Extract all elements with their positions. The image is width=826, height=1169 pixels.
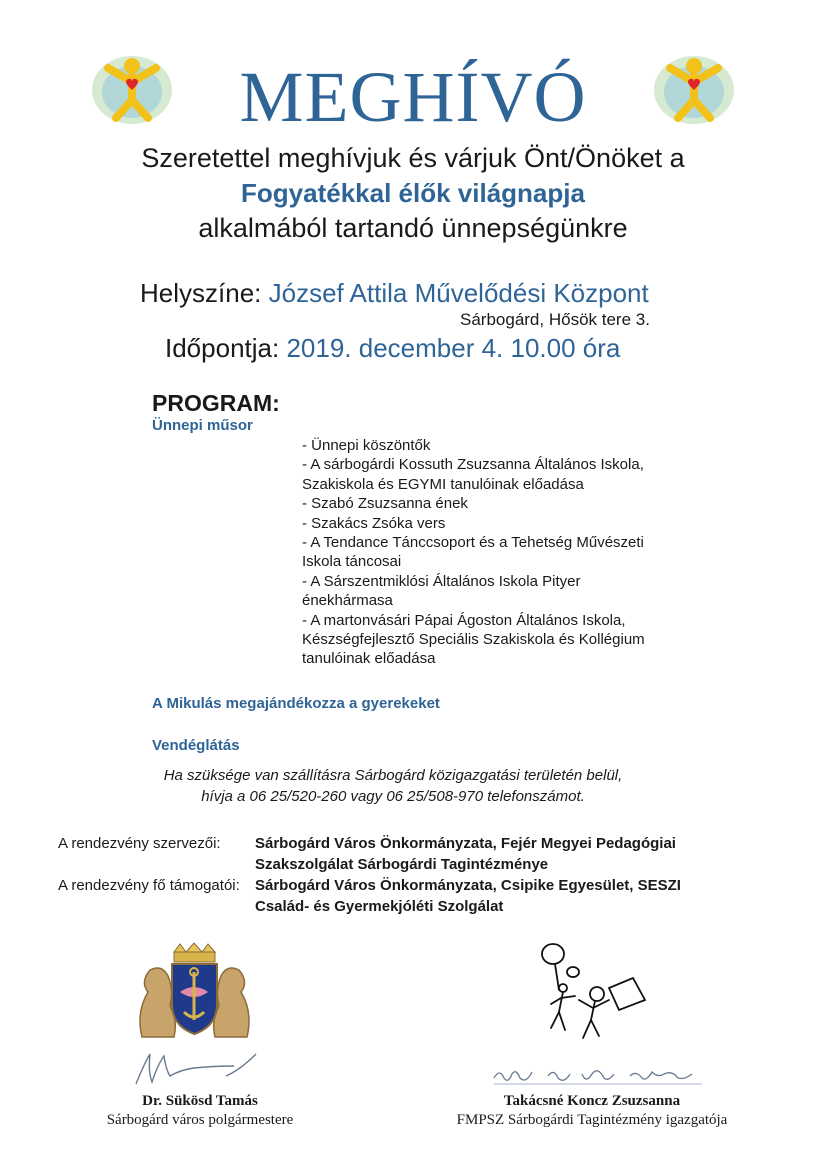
list-item: Iskola táncosai [302, 553, 402, 571]
sponsors-line-2: Család- és Gyermekjóléti Szolgálat [255, 898, 504, 915]
event-name: Fogyatékkal élők világnapja [241, 178, 585, 208]
transport-note [0, 765, 786, 807]
venue-row [140, 278, 649, 309]
signature-director-icon [490, 1064, 710, 1088]
invitation-line-1: Szeretettel meghívjuk és várjuk Önt/Önöket a [141, 143, 685, 173]
signatory-name: Dr. Sükösd Tamás [142, 1093, 258, 1109]
program-title: PROGRAM: [152, 390, 280, 416]
signature-mayor-icon [130, 1048, 265, 1090]
signatory-mayor [70, 1092, 330, 1130]
list-item: - A sárbogárdi Kossuth Zsuzsanna Általános Iskola, [302, 456, 644, 474]
venue-label: Helyszíne: [140, 278, 262, 308]
invitation-line-3: alkalmából tartandó ünnepségünkre [198, 213, 628, 243]
time-row [165, 333, 620, 364]
list-item: Szakiskola és EGYMI tanulóinak előadása [302, 475, 584, 493]
list-item: tanulóinak előadása [302, 650, 436, 668]
signatory-name: Takácsné Koncz Zsuzsanna [503, 1093, 681, 1109]
town-crest-icon [132, 942, 257, 1047]
catering-heading: Vendéglátás [152, 737, 240, 754]
sponsors-label: A rendezvény fő támogatói: [58, 877, 240, 894]
organizers-label: A rendezvény szervezői: [58, 835, 221, 852]
time-label: Időpontja: [165, 333, 280, 363]
page-title: MEGHÍVÓ [239, 57, 587, 137]
mikulas-note: A Mikulás megajándékozza a gyerekeket [152, 695, 440, 712]
sponsors-line-1: Sárbogárd Város Önkormányzata, Csipike Egyesület, SESZI [255, 877, 681, 894]
list-item: - Ünnepi köszöntők [302, 437, 431, 454]
program-list [302, 436, 722, 669]
venue-value: József Attila Művelődési Központ [268, 278, 649, 308]
program-subtitle: Ünnepi műsor [152, 417, 253, 434]
list-item: - Szakács Zsóka vers [302, 514, 446, 532]
signatory-role: FMPSZ Sárbogárdi Tagintézmény igazgatója [456, 1112, 728, 1128]
organizers-line-2: Szakszolgálat Sárbogárdi Tagintézménye [255, 856, 549, 873]
organizers-line-1: Sárbogárd Város Önkormányzata, Fejér Megyei Pedagógiai [255, 835, 676, 852]
time-value: 2019. december 4. 10.00 óra [286, 333, 621, 363]
stick-figure-drawing-icon [535, 938, 655, 1048]
signatory-role: Sárbogárd város polgármestere [106, 1112, 294, 1128]
list-item: énekhármasa [302, 592, 393, 610]
transport-note-line-2: hívja a 06 25/520-260 vagy 06 25/508-970 telefonszámot. [201, 788, 585, 805]
list-item: - A Tendance Tánccsoport és a Tehetség Művészeti [302, 534, 644, 552]
venue-address: Sárbogárd, Hősök tere 3. [460, 310, 650, 329]
transport-note-line-1: Ha szüksége van szállításra Sárbogárd közigazgatási területén belül, [163, 767, 623, 784]
list-item: - A martonvásári Pápai Ágoston Általános Iskola, [302, 611, 626, 629]
list-item: - Szabó Zsuzsanna ének [302, 495, 468, 513]
list-item: - A Sárszentmiklósi Általános Iskola Pityer [302, 572, 581, 590]
list-item: Készségfejlesztő Speciális Szakiskola és Kollégium [302, 631, 645, 649]
signatory-director [432, 1092, 752, 1130]
